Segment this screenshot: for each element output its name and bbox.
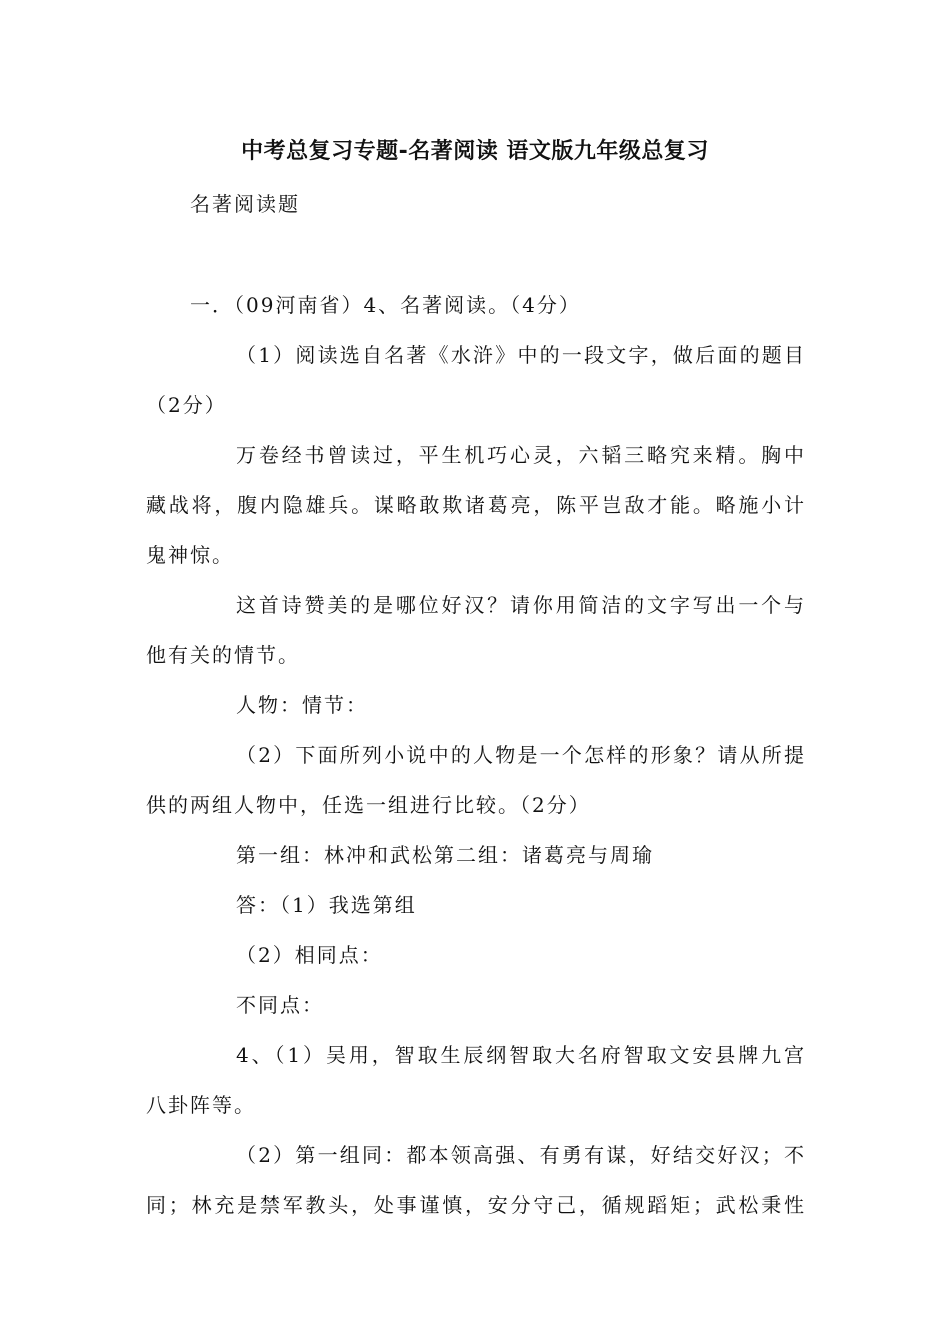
answer-key-line: （2）第一组同：都本领高强、有勇有谋，好结交好汉；不 <box>236 1143 806 1167</box>
document-title: 中考总复习专题-名著阅读 语文版九年级总复习 <box>241 139 709 164</box>
paragraph-line: （1）阅读选自名著《水浒》中的一段文字，做后面的题目 <box>236 343 806 367</box>
poem-line: 鬼神惊。 <box>146 543 234 567</box>
answer-line: （2）相同点： <box>236 943 383 967</box>
question-heading: 一．（09河南省）4、名著阅读。（4分） <box>190 293 581 317</box>
answer-line: 不同点： <box>236 993 324 1017</box>
paragraph-line: 这首诗赞美的是哪位好汉？请你用简洁的文字写出一个与 <box>236 593 806 617</box>
answer-prompt: 人物：情节： <box>236 693 368 717</box>
answer-key-line: 4、（1）吴用，智取生辰纲智取大名府智取文安县牌九宫 <box>236 1043 806 1067</box>
poem-line: 万卷经书曾读过，平生机巧心灵，六韬三略究来精。胸中 <box>236 443 806 467</box>
answer-key-line: 同；林充是禁军教头，处事谨慎，安分守己，循规蹈矩；武松秉性 <box>146 1193 806 1217</box>
answer-key-line: 八卦阵等。 <box>146 1093 256 1117</box>
paragraph-line: 第一组：林冲和武松第二组：诸葛亮与周瑜 <box>236 843 654 867</box>
paragraph-line: （2）下面所列小说中的人物是一个怎样的形象？请从所提 <box>236 743 806 767</box>
answer-line: 答：（1）我选第组 <box>236 893 417 917</box>
paragraph-line: 供的两组人物中，任选一组进行比较。（2分） <box>146 793 591 817</box>
paragraph-line: 他有关的情节。 <box>146 643 300 667</box>
paragraph-line: （2分） <box>146 393 227 417</box>
poem-line: 藏战将，腹内隐雄兵。谋略敢欺诸葛亮，陈平岂敌才能。略施小计 <box>146 493 806 517</box>
section-heading: 名著阅读题 <box>190 192 300 216</box>
